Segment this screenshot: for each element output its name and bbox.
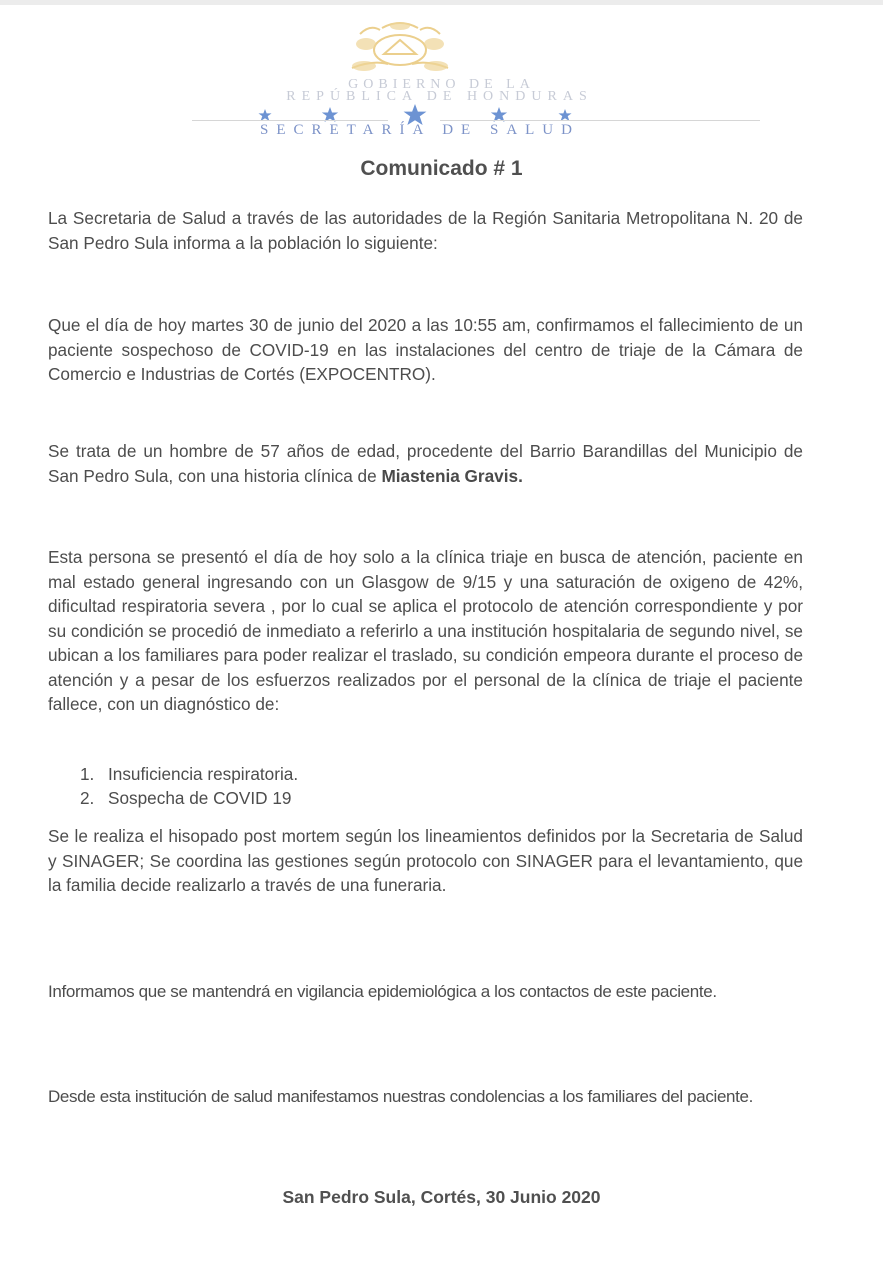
diagnosis-text: Insuficiencia respiratoria.: [108, 764, 299, 784]
document-title: Comunicado # 1: [360, 157, 523, 180]
diagnosis-text: Sospecha de COVID 19: [108, 788, 292, 808]
swab-paragraph: Se le realiza el hisopado post mortem según los lineamientos definidos por la Secretaria de Salud y SINAGER; Se coordina las gestiones según protocolo con SINAGER para el levantamiento, que la familia decide realizarlo a través de una funeraria.: [48, 826, 803, 895]
intro-paragraph: La Secretaria de Salud a través de las autoridades de la Región Sanitaria Metropolitana N. 20 de San Pedro Sula informa a la población lo siguiente:: [48, 208, 803, 253]
honduras-coat-of-arms-icon: [340, 20, 460, 80]
page-top-edge: [0, 0, 883, 5]
patient-description: Se trata de un hombre de 57 años de edad, procedente del Barrio Barandillas del Municipio de San Pedro Sula, con una historia clínica de: [48, 441, 803, 486]
diagnosis-list: [80, 762, 298, 810]
patient-paragraph: [48, 439, 803, 488]
place-and-date-signoff: San Pedro Sula, Cortés, 30 Junio 2020: [282, 1187, 601, 1207]
diagnosis-number: 1.: [80, 764, 95, 784]
narrative-paragraph: Esta persona se presentó el día de hoy solo a la clínica triaje en busca de atención, paciente en mal estado general ingresando con un Glasgow de 9/15 y una saturación de oxigeno de 42%, dificultad respiratoria severa , por lo cual se aplica el protocolo de atención correspondiente y por su condición se procedió de inmediato a referirlo a una institución hospitalaria de segundo nivel, se ubican a los familiares para poder realizar el traslado, su condición empeora durante el proceso de atención y a pesar de los esfuerzos realizados por el personal de la clínica de triaje el paciente fallece, con un diagnóstico de:: [48, 547, 803, 714]
government-name-line-2: REPÚBLICA DE HONDURAS: [286, 89, 593, 104]
ministry-name: SECRETARÍA DE SALUD: [260, 122, 580, 138]
government-name-line-1: GOBIERNO DE LA: [348, 77, 535, 92]
confirmation-paragraph: Que el día de hoy martes 30 de junio del 2020 a las 10:55 am, confirmamos el fallecimiento de un paciente sospechoso de COVID-19 en las instalaciones del centro de triaje de la Cámara de Comercio e Industrias de Cortés (EXPOCENTRO).: [48, 315, 803, 384]
diagnosis-number: 2.: [80, 788, 95, 808]
letterhead-rule-left: [192, 120, 388, 121]
letterhead-rule-right: [440, 120, 760, 121]
surveillance-paragraph: Informamos que se mantendrá en vigilancia epidemiológica a los contactos de este paciente.: [48, 982, 717, 1001]
diagnosis-item: [80, 786, 298, 810]
medical-history-condition: Miastenia Gravis.: [381, 465, 523, 486]
letterhead: [0, 18, 883, 148]
diagnosis-item: [80, 762, 298, 786]
condolences-paragraph: Desde esta institución de salud manifestamos nuestras condolencias a los familiares del paciente.: [48, 1087, 754, 1106]
